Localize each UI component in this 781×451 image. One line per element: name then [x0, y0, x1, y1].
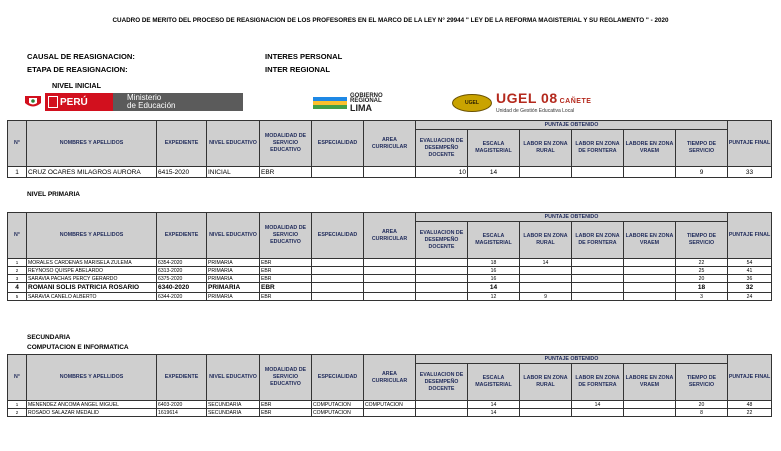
- cell-modalidad: EBR: [260, 293, 312, 301]
- gobierno-regional-lima-logo: [313, 92, 383, 114]
- cell-nombre: MORALES CARDENAS MARISELA ZULEMA: [27, 259, 157, 267]
- col-especialidad: ESPECIALIDAD: [312, 121, 364, 167]
- cell-n: 2: [8, 409, 27, 417]
- table-row: [8, 409, 772, 417]
- cell-final: 41: [728, 267, 772, 275]
- cell-vraem: [624, 167, 676, 178]
- col-frontera: LABOR EN ZONA DE FORNTERA: [572, 222, 624, 259]
- col-nivel: NIVEL EDUCATIVO: [207, 121, 260, 167]
- table-row: [8, 283, 772, 293]
- cell-area: [364, 167, 416, 178]
- cell-tiempo: 8: [676, 409, 728, 417]
- cell-expediente: 6313-2020: [157, 267, 207, 275]
- lima-flag-icon: [313, 97, 347, 109]
- cell-escala: 18: [468, 259, 520, 267]
- lima-line2: REGIONAL: [350, 98, 382, 104]
- cell-especialidad: COMPUTACION: [312, 409, 364, 417]
- cell-vraem: [624, 275, 676, 283]
- col-nivel: NIVEL EDUCATIVO: [207, 213, 260, 259]
- cell-nivel: PRIMARIA: [207, 275, 260, 283]
- table-row: [8, 259, 772, 267]
- cell-expediente: 1619614: [157, 409, 207, 417]
- cell-expediente: 6344-2020: [157, 293, 207, 301]
- cell-evaluacion: [416, 409, 468, 417]
- col-frontera: LABOR EN ZONA DE FORNTERA: [572, 130, 624, 167]
- cell-area: [364, 409, 416, 417]
- col-expediente: EXPEDIENTE: [157, 213, 207, 259]
- cell-final: 32: [728, 283, 772, 293]
- cell-area: [364, 267, 416, 275]
- cell-final: 33: [728, 167, 772, 178]
- cell-escala: 12: [468, 293, 520, 301]
- cell-rural: [520, 167, 572, 178]
- cell-escala: 16: [468, 267, 520, 275]
- col-tiempo: TIEMPO DE SERVICIO: [676, 364, 728, 401]
- cell-frontera: [572, 275, 624, 283]
- cell-final: 48: [728, 401, 772, 409]
- cell-evaluacion: [416, 259, 468, 267]
- col-modalidad: MODALIDAD DE SERVICIO EDUCATIVO: [260, 213, 312, 259]
- cell-expediente: 6375-2020: [157, 275, 207, 283]
- cell-vraem: [624, 401, 676, 409]
- document-title: CUADRO DE MERITO DEL PROCESO DE REASIGNACION DE LOS PROFESORES EN EL MARCO DE LA LEY N° 29944 " LEY DE LA REFORMA MAGISTERIAL Y SU REGLAMENTO " - 2020: [112, 17, 669, 24]
- col-rural: LABOR EN ZONA RURAL: [520, 364, 572, 401]
- ugel-place: CAÑETE: [559, 98, 592, 105]
- cell-modalidad: EBR: [260, 401, 312, 409]
- col-nivel: NIVEL EDUCATIVO: [207, 355, 260, 401]
- cell-rural: [520, 275, 572, 283]
- col-final: PUNTAJE FINAL: [728, 213, 772, 259]
- cell-nivel: PRIMARIA: [207, 283, 260, 293]
- cell-nombre: SARAVIA CANELO ALBERTO: [27, 293, 157, 301]
- cell-modalidad: EBR: [260, 283, 312, 293]
- cell-tiempo: 25: [676, 267, 728, 275]
- col-area: AREA CURRICULAR: [364, 121, 416, 167]
- cell-rural: [520, 401, 572, 409]
- col-n: N°: [8, 213, 27, 259]
- cell-area: [364, 275, 416, 283]
- col-puntaje-group: PUNTAJE OBTENIDO: [416, 213, 728, 222]
- col-modalidad: MODALIDAD DE SERVICIO EDUCATIVO: [260, 355, 312, 401]
- cell-n: 3: [8, 275, 27, 283]
- cell-modalidad: EBR: [260, 259, 312, 267]
- cell-especialidad: [312, 275, 364, 283]
- cell-frontera: [572, 283, 624, 293]
- col-area: AREA CURRICULAR: [364, 355, 416, 401]
- cell-n: 1: [8, 401, 27, 409]
- col-n: N°: [8, 355, 27, 401]
- cell-final: 24: [728, 293, 772, 301]
- cell-modalidad: EBR: [260, 409, 312, 417]
- cell-escala: 14: [468, 283, 520, 293]
- cell-frontera: [572, 267, 624, 275]
- cell-especialidad: [312, 167, 364, 178]
- cell-especialidad: [312, 259, 364, 267]
- col-especialidad: ESPECIALIDAD: [312, 355, 364, 401]
- col-evaluacion: EVALUACION DE DESEMPEÑO DOCENTE: [416, 130, 468, 167]
- table-row: [8, 275, 772, 283]
- cell-tiempo: 18: [676, 283, 728, 293]
- cell-area: [364, 259, 416, 267]
- col-area: AREA CURRICULAR: [364, 213, 416, 259]
- cell-vraem: [624, 293, 676, 301]
- inicial-table: [7, 120, 772, 178]
- cell-rural: 14: [520, 259, 572, 267]
- cell-area: COMPUTACION: [364, 401, 416, 409]
- col-escala: ESCALA MAGISTERIAL: [468, 364, 520, 401]
- cell-especialidad: [312, 267, 364, 275]
- cell-expediente: 6340-2020: [157, 283, 207, 293]
- cell-vraem: [624, 267, 676, 275]
- peru-shield-icon: [21, 93, 45, 111]
- primaria-label: NIVEL PRIMARIA: [27, 191, 80, 198]
- cell-especialidad: [312, 293, 364, 301]
- cell-rural: [520, 267, 572, 275]
- cell-nombre: MENENDEZ ANCOMA ANGEL MIGUEL: [27, 401, 157, 409]
- cell-nivel: PRIMARIA: [207, 259, 260, 267]
- col-especialidad: ESPECIALIDAD: [312, 213, 364, 259]
- cell-final: 54: [728, 259, 772, 267]
- cell-nivel: SECUNDARIA: [207, 409, 260, 417]
- cell-escala: 14: [468, 167, 520, 178]
- cell-modalidad: EBR: [260, 267, 312, 275]
- cell-nombre: CRUZ OCARES MILAGROS AURORA: [27, 167, 157, 178]
- col-vraem: LABORE EN ZONA VRAEM: [624, 364, 676, 401]
- cell-tiempo: 9: [676, 167, 728, 178]
- ugel-name: UGEL 08: [496, 90, 558, 106]
- cell-n: 5: [8, 293, 27, 301]
- cell-n: 2: [8, 267, 27, 275]
- cell-frontera: [572, 409, 624, 417]
- cell-final: 36: [728, 275, 772, 283]
- cell-modalidad: EBR: [260, 167, 312, 178]
- cell-escala: 16: [468, 275, 520, 283]
- etapa-label: ETAPA DE REASIGNACION:: [27, 65, 128, 74]
- col-evaluacion: EVALUACION DE DESEMPEÑO DOCENTE: [416, 222, 468, 259]
- cell-evaluacion: [416, 275, 468, 283]
- col-final: PUNTAJE FINAL: [728, 355, 772, 401]
- cell-frontera: [572, 167, 624, 178]
- cell-area: [364, 283, 416, 293]
- lima-line1: GOBIERNO: [350, 92, 383, 99]
- cell-nivel: PRIMARIA: [207, 267, 260, 275]
- col-vraem: LABORE EN ZONA VRAEM: [624, 222, 676, 259]
- cell-nombre: SARAVIA PACHAS PERCY GERARDO: [27, 275, 157, 283]
- cell-frontera: 14: [572, 401, 624, 409]
- cell-expediente: 6403-2020: [157, 401, 207, 409]
- ugel-subtitle: Unidad de Gestión Educativa Local: [496, 108, 575, 114]
- peru-brand: [45, 93, 113, 111]
- cell-evaluacion: [416, 293, 468, 301]
- cell-evaluacion: [416, 401, 468, 409]
- primaria-table: [7, 212, 772, 301]
- cell-tiempo: 20: [676, 275, 728, 283]
- cell-area: [364, 293, 416, 301]
- cell-expediente: 6354-2020: [157, 259, 207, 267]
- col-expediente: EXPEDIENTE: [157, 355, 207, 401]
- etapa-value: INTER REGIONAL: [265, 65, 330, 74]
- cell-especialidad: COMPUTACION: [312, 401, 364, 409]
- col-modalidad: MODALIDAD DE SERVICIO EDUCATIVO: [260, 121, 312, 167]
- cell-nombre: REYNOSO QUISPE ABELARDO: [27, 267, 157, 275]
- causal-label: CAUSAL DE REASIGNACION:: [27, 52, 135, 61]
- cell-n: 4: [8, 283, 27, 293]
- col-tiempo: TIEMPO DE SERVICIO: [676, 130, 728, 167]
- col-nombres: NOMBRES Y APELLIDOS: [27, 121, 157, 167]
- cell-nivel: PRIMARIA: [207, 293, 260, 301]
- col-puntaje-group: PUNTAJE OBTENIDO: [416, 355, 728, 364]
- col-nombres: NOMBRES Y APELLIDOS: [27, 355, 157, 401]
- causal-value: INTERES PERSONAL: [265, 52, 343, 61]
- col-puntaje-group: PUNTAJE OBTENIDO: [416, 121, 728, 130]
- cell-escala: 14: [468, 401, 520, 409]
- col-tiempo: TIEMPO DE SERVICIO: [676, 222, 728, 259]
- col-nombres: NOMBRES Y APELLIDOS: [27, 213, 157, 259]
- peru-ministerio-logo: [21, 93, 243, 111]
- ugel-logo: [452, 90, 592, 114]
- cell-n: 1: [8, 259, 27, 267]
- table-row: [8, 401, 772, 409]
- col-final: PUNTAJE FINAL: [728, 121, 772, 167]
- cell-nivel: SECUNDARIA: [207, 401, 260, 409]
- cell-frontera: [572, 293, 624, 301]
- cell-final: 22: [728, 409, 772, 417]
- cell-frontera: [572, 259, 624, 267]
- peru-word: PERÚ: [60, 96, 88, 108]
- cell-vraem: [624, 259, 676, 267]
- computacion-label: COMPUTACION E INFORMATICA: [27, 344, 129, 351]
- col-escala: ESCALA MAGISTERIAL: [468, 222, 520, 259]
- col-escala: ESCALA MAGISTERIAL: [468, 130, 520, 167]
- col-vraem: LABORE EN ZONA VRAEM: [624, 130, 676, 167]
- cell-vraem: [624, 283, 676, 293]
- secundaria-table: [7, 354, 772, 417]
- col-evaluacion: EVALUACION DE DESEMPEÑO DOCENTE: [416, 364, 468, 401]
- table-row: [8, 167, 772, 178]
- ministerio-line2: de Educación: [127, 100, 176, 110]
- cell-rural: [520, 283, 572, 293]
- peru-mark-icon: [48, 96, 58, 108]
- lima-line3: LIMA: [350, 103, 372, 114]
- secundaria-label: SECUNDARIA: [27, 334, 71, 341]
- col-rural: LABOR EN ZONA RURAL: [520, 130, 572, 167]
- col-n: N°: [8, 121, 27, 167]
- ugel-emblem-icon: UGEL: [452, 94, 492, 112]
- cell-escala: 14: [468, 409, 520, 417]
- table-row: [8, 293, 772, 301]
- ministerio-brand: [113, 93, 243, 111]
- cell-n: 1: [8, 167, 27, 178]
- cell-rural: 9: [520, 293, 572, 301]
- table-row: [8, 267, 772, 275]
- cell-vraem: [624, 409, 676, 417]
- cell-expediente: 6415-2020: [157, 167, 207, 178]
- cell-tiempo: 20: [676, 401, 728, 409]
- cell-tiempo: 22: [676, 259, 728, 267]
- cell-tiempo: 3: [676, 293, 728, 301]
- cell-especialidad: [312, 283, 364, 293]
- cell-rural: [520, 409, 572, 417]
- cell-nivel: INICIAL: [207, 167, 260, 178]
- cell-evaluacion: 10: [416, 167, 468, 178]
- cell-modalidad: EBR: [260, 275, 312, 283]
- cell-evaluacion: [416, 267, 468, 275]
- cell-nombre: ROMANI SOLIS PATRICIA ROSARIO: [27, 283, 157, 293]
- cell-nombre: ROSADO SALAZAR MEDALID: [27, 409, 157, 417]
- col-frontera: LABOR EN ZONA DE FORNTERA: [572, 364, 624, 401]
- nivel-inicial-label: NIVEL INICIAL: [52, 81, 101, 90]
- col-rural: LABOR EN ZONA RURAL: [520, 222, 572, 259]
- cell-evaluacion: [416, 283, 468, 293]
- col-expediente: EXPEDIENTE: [157, 121, 207, 167]
- ministerio-line1: Ministerio: [127, 93, 162, 102]
